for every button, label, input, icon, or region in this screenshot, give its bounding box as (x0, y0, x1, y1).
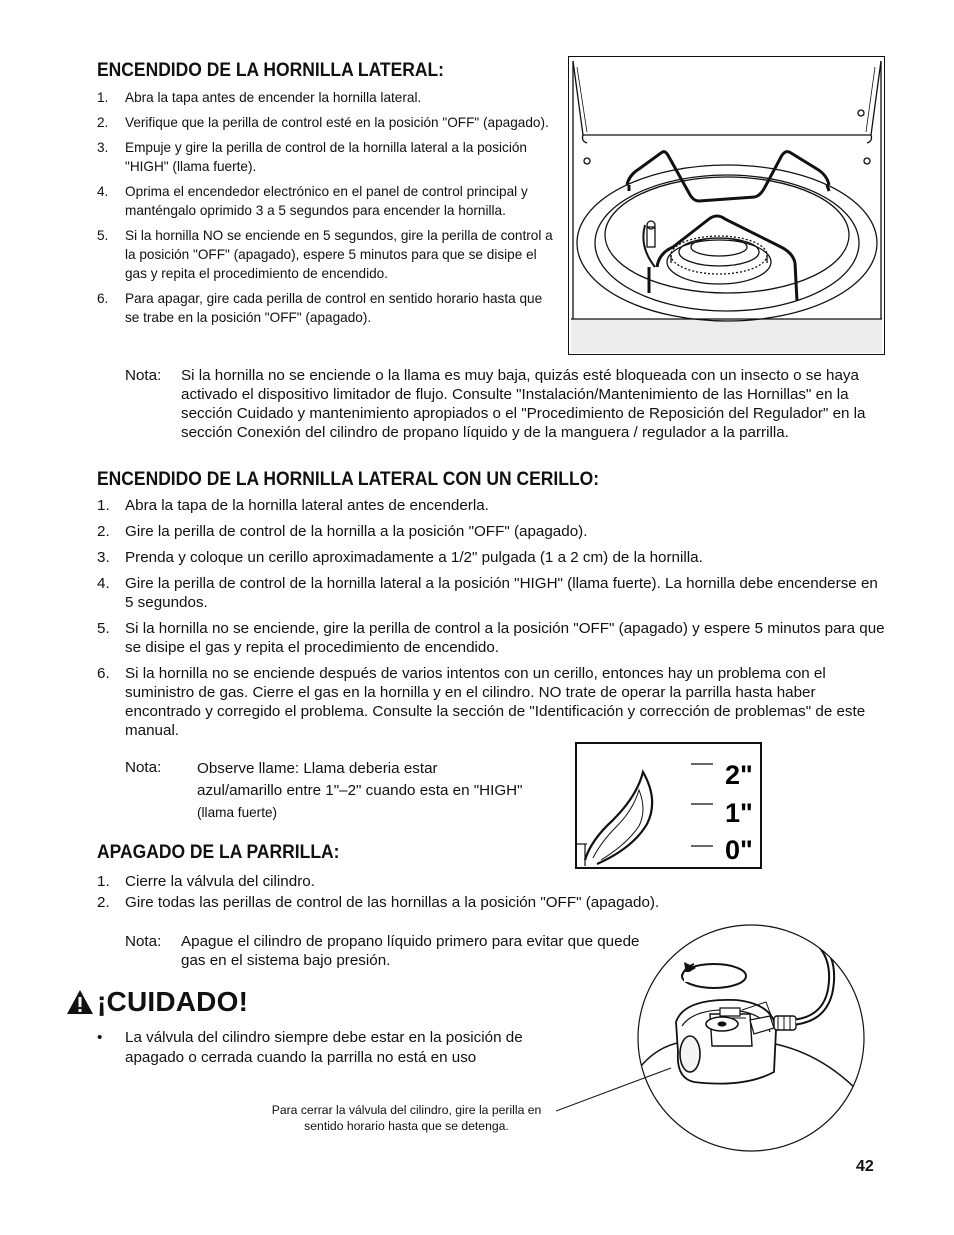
note-label: Nota: (125, 759, 162, 776)
list-item: 2. Gire la perilla de control de la hornilla a la posición "OFF" (apagado). (97, 523, 588, 540)
burner-drawing (569, 57, 884, 354)
warning-triangle-icon (66, 989, 94, 1015)
page-number: 42 (856, 1158, 874, 1175)
caption-leader-line (556, 1066, 676, 1116)
list-item: 4. Oprima el encendedor electrónico en el panel de control principal y manténgalo oprimido 3 a 5 segundos para encender la hornilla. (97, 184, 528, 218)
list-item: 2. Gire todas las perillas de control de las hornillas a la posición "OFF" (apagado). (97, 894, 660, 911)
section-title-side-burner: ENCENDIDO DE LA HORNILLA LATERAL: (97, 60, 444, 81)
list-item: 3. Empuje y gire la perilla de control de la hornilla lateral a la posición "HIGH" (llama fuerte). (97, 140, 527, 174)
side-burner-note (125, 366, 870, 462)
list-item: 6. Si la hornilla no se enciende después de varios intentos con un cerillo, entonces hay un problema con el suministro de gas. Cierre el gas en la hornilla y en el cilindro. NO trate de operar la parrilla hasta haber encontrado y corregido el problema. Consulte la sección de "Identificación y corrección de problemas" de este manual. (97, 665, 866, 739)
section-title-shutdown: APAGADO DE LA PARRILLA: (97, 842, 340, 863)
valve-caption: Para cerrar la válvula del cilindro, gire la perilla en sentido horario hasta que se detenga. (271, 1103, 542, 1133)
flame-height-diagram (575, 742, 762, 869)
side-burner-steps (97, 88, 559, 333)
note-text: Si la hornilla no se enciende o la llama es muy baja, quizás esté bloqueada con un insecto o se haya activado el dispositivo limitador de flujo. Consulte "Instalación/Mantenimiento de las Hornillas" en la sección Cuidado y mantenimiento apropiados o el "Procedimiento de Reposición del Regulador" en la sección Conexión del cilindro de propano líquido y de la manguera / regulador a la parrilla. (181, 367, 866, 441)
flame-note (125, 758, 525, 824)
note-text: Observe llame: Llama deberia estar azul/amarillo entre 1"–2" cuando esta en "HIGH" (llama fuerte) (197, 760, 523, 820)
list-item: 5. Si la hornilla no se enciende, gire la perilla de control a la posición "OFF" (apagado) y espere 5 minutos para que se disipe el gas y repita el procedimiento de encendido. (97, 620, 885, 656)
match-lighting-steps (97, 496, 887, 747)
list-item: 1. Cierre la válvula del cilindro. (97, 873, 315, 890)
list-item: 3. Prenda y coloque un cerillo aproximadamente a 1/2" pulgada (1 a 2 cm) de la hornilla. (97, 549, 703, 566)
flame-label-0in: 0" (725, 835, 753, 865)
flame-drawing (577, 744, 760, 867)
section-title-match-lighting: ENCENDIDO DE LA HORNILLA LATERAL CON UN CERILLO: (97, 469, 600, 490)
note-text: Apague el cilindro de propano líquido primero para evitar que quede gas en el sistema bajo presión. (181, 933, 640, 969)
cylinder-valve-illustration (624, 922, 884, 1154)
caution-text: La válvula del cilindro siempre debe estar en la posición de apagado o cerrada cuando la parrilla no está en uso (125, 1029, 523, 1066)
shutdown-note (125, 932, 645, 972)
list-item: 2. Verifique que la perilla de control esté en la posición "OFF" (apagado). (97, 115, 549, 130)
shutdown-steps (97, 872, 887, 919)
caution-title: ¡CUIDADO! (97, 986, 249, 1017)
note-label: Nota: (125, 367, 162, 384)
flame-label-2in: 2" (725, 760, 753, 790)
list-item: 5. Si la hornilla NO se enciende en 5 segundos, gire la perilla de control a la posición "OFF" (apagado), espere 5 minutos para que se disipe el gas y repita el procedimiento de encendido. (97, 228, 553, 281)
caution-heading (66, 984, 248, 1020)
list-item: 6. Para apagar, gire cada perilla de control en sentido horario hasta que se trabe en la posición "OFF" (apagado). (97, 291, 543, 325)
note-label: Nota: (125, 933, 162, 950)
list-item: 1. Abra la tapa de la hornilla lateral antes de encenderla. (97, 497, 489, 514)
bullet: • (97, 1029, 103, 1046)
list-item: 4. Gire la perilla de control de la hornilla lateral a la posición "HIGH" (llama fuerte). La hornilla debe encenderse en 5 segundos. (97, 575, 878, 611)
caution-bullet-item (97, 1028, 572, 1068)
side-burner-illustration (568, 56, 885, 355)
flame-label-1in: 1" (725, 798, 753, 828)
list-item: 1. Abra la tapa antes de encender la hornilla lateral. (97, 90, 422, 105)
